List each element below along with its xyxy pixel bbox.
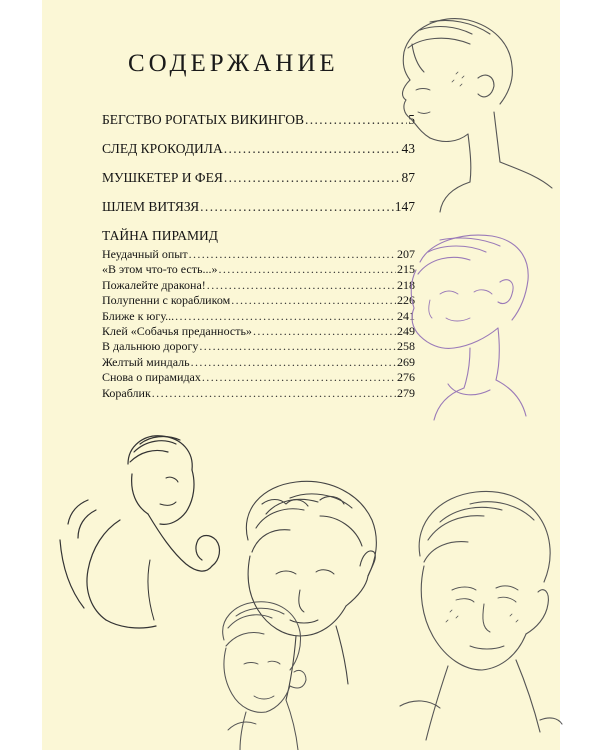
toc-subentry-label: Клей «Собачья преданность» xyxy=(102,324,252,339)
toc-subentry-label: «В этом что-то есть...» xyxy=(102,262,218,277)
crouching-boy-sketch xyxy=(60,436,219,628)
toc-subentry-page: 269 xyxy=(397,354,415,369)
toc-subentry-label: Полупенни с корабликом xyxy=(102,293,231,308)
toc-subentry-label: Неудачный опыт xyxy=(102,247,188,261)
toc-entry-page: 5 xyxy=(408,112,415,127)
toc-subentry-page: 258 xyxy=(397,339,415,354)
toc-subentry-label: Снова о пирамидах xyxy=(102,370,201,385)
boy-profile-sketch xyxy=(403,19,552,212)
toc-entry-page: 87 xyxy=(401,170,415,185)
freckled-boy-sketch xyxy=(400,491,562,740)
toc-entry-label: СЛЕД КРОКОДИЛА xyxy=(102,141,223,156)
toc-entry-page: 43 xyxy=(401,141,415,156)
toc-entry-label: БЕГСТВО РОГАТЫХ ВИКИНГОВ xyxy=(102,112,304,127)
toc-subentry-label: Пожалейте дракона! xyxy=(102,277,206,292)
toc-subentry-page: 218 xyxy=(397,277,415,292)
small-boy-sketch xyxy=(223,602,306,750)
toc-subentry-page: 215 xyxy=(397,262,415,277)
toc-entry-page: 147 xyxy=(394,199,415,214)
toc-subentry-label: Кораблик xyxy=(102,385,151,400)
toc-subentry-label: Желтый миндаль xyxy=(102,354,190,369)
toc-subentry-label: Ближе к югу... xyxy=(102,308,175,323)
toc-subentry-page: 249 xyxy=(397,324,415,339)
toc-subentry-label: В дальнюю дорогу xyxy=(102,339,199,354)
girl-portrait-sketch xyxy=(411,235,528,420)
toc-section-heading: ТАЙНА ПИРАМИД xyxy=(102,228,218,243)
toc-subentry-page: 226 xyxy=(397,293,415,308)
toc-subentry-page: 276 xyxy=(397,370,415,385)
toc-entry-label: ШЛЕМ ВИТЯЗЯ xyxy=(102,199,200,214)
toc-entry-label: МУШКЕТЕР И ФЕЯ xyxy=(102,170,223,185)
curly-boy-sketch xyxy=(246,481,376,700)
page-title: СОДЕРЖАНИЕ xyxy=(128,50,339,77)
toc-subentry-page: 241 xyxy=(397,308,415,323)
toc-subentry-page: 279 xyxy=(397,385,415,400)
toc-subentry-page: 207 xyxy=(397,247,415,261)
